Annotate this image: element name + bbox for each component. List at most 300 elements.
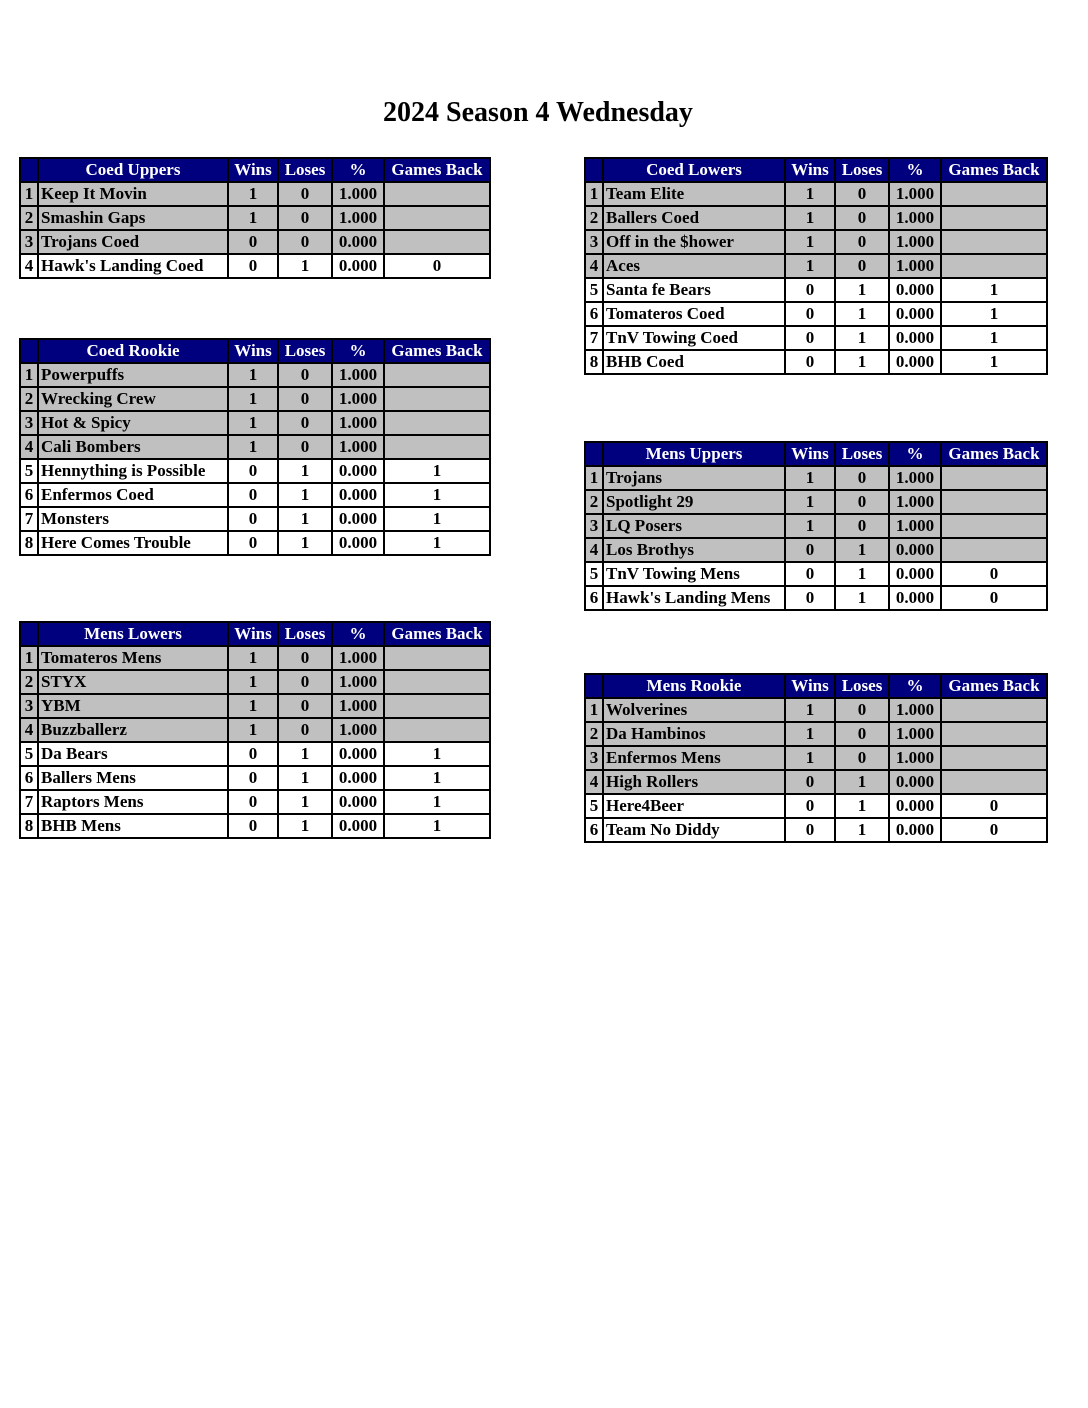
rank-cell: 1	[20, 182, 38, 206]
loses-cell: 1	[278, 790, 332, 814]
team-cell: Aces	[603, 254, 785, 278]
loses-cell: 0	[278, 718, 332, 742]
games-back-cell: 1	[384, 814, 490, 838]
table-row	[20, 670, 490, 694]
loses-cell: 0	[278, 694, 332, 718]
wins-cell: 1	[785, 722, 835, 746]
pct-header: %	[889, 442, 941, 466]
table-row	[20, 230, 490, 254]
pct-cell: 0.000	[332, 814, 384, 838]
team-cell: Enfermos Mens	[603, 746, 785, 770]
table-row	[585, 698, 1047, 722]
pct-cell: 1.000	[332, 694, 384, 718]
table-row	[585, 770, 1047, 794]
pct-cell: 0.000	[889, 794, 941, 818]
wins-cell: 0	[785, 562, 835, 586]
team-cell: High Rollers	[603, 770, 785, 794]
loses-cell: 1	[278, 254, 332, 278]
games-back-cell	[941, 206, 1047, 230]
loses-cell: 1	[835, 562, 889, 586]
team-cell: Hawk's Landing Mens	[603, 586, 785, 610]
rank-cell: 6	[20, 766, 38, 790]
games-back-cell: 1	[384, 742, 490, 766]
rank-cell: 7	[585, 326, 603, 350]
team-cell: Hennything is Possible	[38, 459, 228, 483]
team-cell: Hawk's Landing Coed	[38, 254, 228, 278]
games-back-cell: 0	[941, 562, 1047, 586]
team-cell: Tomateros Mens	[38, 646, 228, 670]
wins-cell: 1	[785, 698, 835, 722]
games-back-cell	[384, 206, 490, 230]
loses-cell: 1	[278, 766, 332, 790]
games-back-cell: 0	[941, 794, 1047, 818]
rank-cell: 1	[20, 646, 38, 670]
rank-cell: 8	[20, 531, 38, 555]
pct-cell: 1.000	[332, 670, 384, 694]
pct-cell: 0.000	[889, 770, 941, 794]
loses-cell: 1	[835, 770, 889, 794]
team-cell: Here4Beer	[603, 794, 785, 818]
team-cell: Powerpuffs	[38, 363, 228, 387]
wins-cell: 0	[785, 278, 835, 302]
wins-header: Wins	[228, 158, 278, 182]
games-back-cell	[941, 466, 1047, 490]
wins-cell: 0	[228, 531, 278, 555]
rank-cell: 4	[585, 538, 603, 562]
games-back-cell: 1	[941, 350, 1047, 374]
pct-cell: 1.000	[889, 254, 941, 278]
loses-cell: 0	[278, 646, 332, 670]
wins-cell: 1	[785, 746, 835, 770]
rank-cell: 5	[20, 742, 38, 766]
pct-header: %	[889, 674, 941, 698]
rank-cell: 1	[585, 182, 603, 206]
table-row	[20, 718, 490, 742]
games-back-cell: 1	[384, 531, 490, 555]
loses-cell: 1	[835, 538, 889, 562]
wins-cell: 0	[785, 770, 835, 794]
header-rank-cell	[585, 674, 603, 698]
games-back-cell	[384, 411, 490, 435]
team-cell: Raptors Mens	[38, 790, 228, 814]
loses-cell: 0	[278, 230, 332, 254]
wins-cell: 1	[228, 182, 278, 206]
team-cell: Buzzballerz	[38, 718, 228, 742]
team-cell: Monsters	[38, 507, 228, 531]
pct-cell: 0.000	[889, 538, 941, 562]
games-back-cell	[384, 670, 490, 694]
pct-cell: 1.000	[332, 718, 384, 742]
table-row	[585, 586, 1047, 610]
loses-cell: 1	[278, 814, 332, 838]
team-cell: TnV Towing Coed	[603, 326, 785, 350]
team-cell: Hot & Spicy	[38, 411, 228, 435]
loses-cell: 1	[835, 818, 889, 842]
table-row	[585, 562, 1047, 586]
team-cell: Off in the $hower	[603, 230, 785, 254]
table-header-row	[585, 158, 1047, 182]
team-cell: Keep It Movin	[38, 182, 228, 206]
games-back-cell	[941, 698, 1047, 722]
table-header-row	[585, 442, 1047, 466]
table-row	[20, 435, 490, 459]
team-cell: Ballers Mens	[38, 766, 228, 790]
team-cell: Wrecking Crew	[38, 387, 228, 411]
loses-cell: 1	[278, 483, 332, 507]
games-back-cell	[384, 230, 490, 254]
loses-cell: 0	[835, 182, 889, 206]
loses-cell: 0	[278, 206, 332, 230]
wins-cell: 0	[228, 254, 278, 278]
table-row	[20, 182, 490, 206]
pct-cell: 0.000	[889, 562, 941, 586]
mens-uppers-table	[584, 441, 1048, 611]
wins-cell: 1	[228, 694, 278, 718]
games-back-header: Games Back	[384, 339, 490, 363]
games-back-header: Games Back	[941, 158, 1047, 182]
table-row	[20, 694, 490, 718]
table-row	[20, 254, 490, 278]
pct-header: %	[332, 158, 384, 182]
wins-header: Wins	[785, 442, 835, 466]
table-row	[20, 742, 490, 766]
wins-cell: 0	[228, 230, 278, 254]
pct-cell: 0.000	[332, 483, 384, 507]
pct-cell: 0.000	[332, 531, 384, 555]
team-cell: Team No Diddy	[603, 818, 785, 842]
games-back-cell	[941, 722, 1047, 746]
rank-cell: 2	[585, 206, 603, 230]
wins-cell: 1	[228, 411, 278, 435]
rank-cell: 2	[20, 670, 38, 694]
loses-cell: 1	[835, 278, 889, 302]
games-back-cell	[941, 746, 1047, 770]
games-back-cell: 1	[384, 507, 490, 531]
table-row	[20, 790, 490, 814]
rank-cell: 2	[20, 387, 38, 411]
loses-cell: 0	[835, 466, 889, 490]
loses-cell: 1	[835, 302, 889, 326]
loses-header: Loses	[278, 339, 332, 363]
games-back-cell: 0	[384, 254, 490, 278]
games-back-cell	[384, 435, 490, 459]
table-row	[20, 531, 490, 555]
wins-cell: 0	[785, 538, 835, 562]
games-back-cell	[941, 490, 1047, 514]
pct-cell: 1.000	[332, 206, 384, 230]
games-back-cell: 1	[941, 326, 1047, 350]
games-back-cell	[941, 230, 1047, 254]
loses-cell: 0	[835, 722, 889, 746]
pct-cell: 1.000	[332, 387, 384, 411]
wins-header: Wins	[228, 339, 278, 363]
pct-cell: 1.000	[889, 230, 941, 254]
loses-cell: 1	[835, 326, 889, 350]
pct-cell: 0.000	[332, 790, 384, 814]
pct-cell: 1.000	[889, 490, 941, 514]
rank-cell: 5	[20, 459, 38, 483]
wins-cell: 1	[785, 206, 835, 230]
pct-cell: 0.000	[332, 230, 384, 254]
wins-cell: 1	[785, 182, 835, 206]
coed-uppers-table	[19, 157, 491, 279]
rank-cell: 1	[585, 466, 603, 490]
table-row	[20, 483, 490, 507]
table-row	[585, 722, 1047, 746]
wins-header: Wins	[785, 158, 835, 182]
table-row	[585, 466, 1047, 490]
loses-cell: 1	[278, 531, 332, 555]
games-back-header: Games Back	[941, 442, 1047, 466]
rank-cell: 4	[20, 254, 38, 278]
header-rank-cell	[585, 442, 603, 466]
header-rank-cell	[20, 158, 38, 182]
header-rank-cell	[585, 158, 603, 182]
team-cell: BHB Mens	[38, 814, 228, 838]
rank-cell: 4	[585, 254, 603, 278]
loses-header: Loses	[835, 158, 889, 182]
pct-cell: 1.000	[889, 206, 941, 230]
team-cell: Wolverines	[603, 698, 785, 722]
team-cell: Spotlight 29	[603, 490, 785, 514]
games-back-cell	[941, 514, 1047, 538]
loses-cell: 0	[278, 182, 332, 206]
team-cell: LQ Posers	[603, 514, 785, 538]
division-name: Coed Lowers	[603, 158, 785, 182]
team-cell: Enfermos Coed	[38, 483, 228, 507]
pct-cell: 1.000	[889, 514, 941, 538]
division-name: Mens Lowers	[38, 622, 228, 646]
loses-header: Loses	[835, 674, 889, 698]
team-cell: Smashin Gaps	[38, 206, 228, 230]
pct-header: %	[889, 158, 941, 182]
table-header-row	[20, 622, 490, 646]
games-back-cell	[941, 182, 1047, 206]
rank-cell: 4	[20, 718, 38, 742]
table-row	[585, 794, 1047, 818]
table-row	[20, 766, 490, 790]
table-row	[585, 326, 1047, 350]
team-cell: BHB Coed	[603, 350, 785, 374]
rank-cell: 5	[585, 278, 603, 302]
pct-cell: 0.000	[889, 326, 941, 350]
pct-cell: 0.000	[332, 459, 384, 483]
team-cell: Cali Bombers	[38, 435, 228, 459]
rank-cell: 6	[20, 483, 38, 507]
games-back-cell	[384, 363, 490, 387]
rank-cell: 8	[585, 350, 603, 374]
rank-cell: 3	[585, 746, 603, 770]
mens-lowers-table	[19, 621, 491, 839]
games-back-cell	[384, 718, 490, 742]
pct-cell: 0.000	[889, 350, 941, 374]
loses-cell: 0	[278, 387, 332, 411]
loses-cell: 0	[835, 698, 889, 722]
loses-cell: 0	[835, 206, 889, 230]
header-rank-cell	[20, 339, 38, 363]
rank-cell: 5	[585, 794, 603, 818]
team-cell: Los Brothys	[603, 538, 785, 562]
rank-cell: 6	[585, 302, 603, 326]
table-row	[20, 507, 490, 531]
team-cell: YBM	[38, 694, 228, 718]
rank-cell: 3	[585, 514, 603, 538]
loses-cell: 0	[278, 363, 332, 387]
wins-cell: 1	[228, 646, 278, 670]
wins-cell: 0	[785, 586, 835, 610]
table-row	[585, 302, 1047, 326]
loses-cell: 1	[835, 794, 889, 818]
games-back-cell	[941, 254, 1047, 278]
pct-cell: 1.000	[332, 435, 384, 459]
pct-cell: 1.000	[332, 646, 384, 670]
team-cell: Here Comes Trouble	[38, 531, 228, 555]
loses-cell: 1	[278, 507, 332, 531]
games-back-cell: 1	[941, 302, 1047, 326]
team-cell: Team Elite	[603, 182, 785, 206]
table-row	[20, 411, 490, 435]
table-row	[585, 254, 1047, 278]
games-back-header: Games Back	[384, 158, 490, 182]
loses-cell: 1	[835, 350, 889, 374]
division-name: Mens Uppers	[603, 442, 785, 466]
rank-cell: 2	[585, 490, 603, 514]
wins-header: Wins	[228, 622, 278, 646]
loses-cell: 0	[835, 514, 889, 538]
coed-lowers-table	[584, 157, 1048, 375]
pct-header: %	[332, 339, 384, 363]
pct-cell: 1.000	[332, 363, 384, 387]
rank-cell: 2	[20, 206, 38, 230]
team-cell: Ballers Coed	[603, 206, 785, 230]
pct-cell: 1.000	[889, 746, 941, 770]
team-cell: STYX	[38, 670, 228, 694]
table-header-row	[20, 158, 490, 182]
pct-cell: 0.000	[332, 254, 384, 278]
wins-cell: 1	[785, 490, 835, 514]
wins-cell: 0	[228, 814, 278, 838]
games-back-cell	[384, 387, 490, 411]
wins-cell: 0	[785, 794, 835, 818]
loses-cell: 0	[278, 670, 332, 694]
rank-cell: 4	[585, 770, 603, 794]
wins-cell: 0	[228, 507, 278, 531]
rank-cell: 5	[585, 562, 603, 586]
page-title: 2024 Season 4 Wednesday	[383, 97, 693, 128]
wins-cell: 0	[228, 459, 278, 483]
wins-cell: 0	[228, 483, 278, 507]
pct-cell: 1.000	[332, 411, 384, 435]
rank-cell: 6	[585, 586, 603, 610]
pct-cell: 0.000	[889, 302, 941, 326]
table-row	[20, 814, 490, 838]
wins-cell: 1	[228, 206, 278, 230]
pct-cell: 0.000	[332, 507, 384, 531]
loses-header: Loses	[835, 442, 889, 466]
team-cell: Trojans	[603, 466, 785, 490]
wins-cell: 1	[785, 466, 835, 490]
rank-cell: 7	[20, 507, 38, 531]
table-row	[20, 387, 490, 411]
games-back-cell: 1	[941, 278, 1047, 302]
loses-cell: 0	[278, 435, 332, 459]
wins-cell: 0	[785, 326, 835, 350]
loses-cell: 0	[835, 230, 889, 254]
table-header-row	[585, 674, 1047, 698]
rank-cell: 6	[585, 818, 603, 842]
pct-cell: 0.000	[889, 586, 941, 610]
table-header-row	[20, 339, 490, 363]
wins-cell: 1	[785, 514, 835, 538]
wins-cell: 1	[228, 363, 278, 387]
games-back-cell	[384, 694, 490, 718]
wins-cell: 0	[785, 350, 835, 374]
table-row	[20, 363, 490, 387]
team-cell: Da Bears	[38, 742, 228, 766]
table-row	[585, 746, 1047, 770]
table-row	[585, 490, 1047, 514]
team-cell: Da Hambinos	[603, 722, 785, 746]
games-back-header: Games Back	[384, 622, 490, 646]
header-rank-cell	[20, 622, 38, 646]
pct-cell: 1.000	[889, 466, 941, 490]
team-cell: Tomateros Coed	[603, 302, 785, 326]
table-row	[585, 538, 1047, 562]
pct-cell: 0.000	[889, 278, 941, 302]
games-back-cell: 0	[941, 586, 1047, 610]
team-cell: Santa fe Bears	[603, 278, 785, 302]
wins-cell: 0	[228, 790, 278, 814]
games-back-cell: 0	[941, 818, 1047, 842]
games-back-cell	[384, 182, 490, 206]
coed-rookie-table	[19, 338, 491, 556]
wins-cell: 0	[785, 818, 835, 842]
rank-cell: 3	[585, 230, 603, 254]
pct-cell: 1.000	[332, 182, 384, 206]
loses-header: Loses	[278, 158, 332, 182]
rank-cell: 7	[20, 790, 38, 814]
rank-cell: 3	[20, 411, 38, 435]
rank-cell: 4	[20, 435, 38, 459]
wins-cell: 1	[785, 230, 835, 254]
wins-cell: 1	[785, 254, 835, 278]
wins-cell: 0	[228, 766, 278, 790]
table-row	[585, 818, 1047, 842]
division-name: Mens Rookie	[603, 674, 785, 698]
rank-cell: 3	[20, 230, 38, 254]
loses-cell: 0	[835, 490, 889, 514]
table-row	[585, 350, 1047, 374]
table-row	[20, 646, 490, 670]
wins-cell: 0	[228, 742, 278, 766]
loses-cell: 0	[278, 411, 332, 435]
table-row	[585, 230, 1047, 254]
rank-cell: 2	[585, 722, 603, 746]
table-row	[585, 278, 1047, 302]
team-cell: TnV Towing Mens	[603, 562, 785, 586]
pct-cell: 0.000	[332, 742, 384, 766]
games-back-cell	[941, 770, 1047, 794]
games-back-cell: 1	[384, 766, 490, 790]
table-row	[585, 182, 1047, 206]
division-name: Coed Uppers	[38, 158, 228, 182]
wins-cell: 0	[785, 302, 835, 326]
wins-cell: 1	[228, 670, 278, 694]
loses-cell: 0	[835, 254, 889, 278]
pct-cell: 1.000	[889, 698, 941, 722]
rank-cell: 1	[20, 363, 38, 387]
loses-cell: 0	[835, 746, 889, 770]
